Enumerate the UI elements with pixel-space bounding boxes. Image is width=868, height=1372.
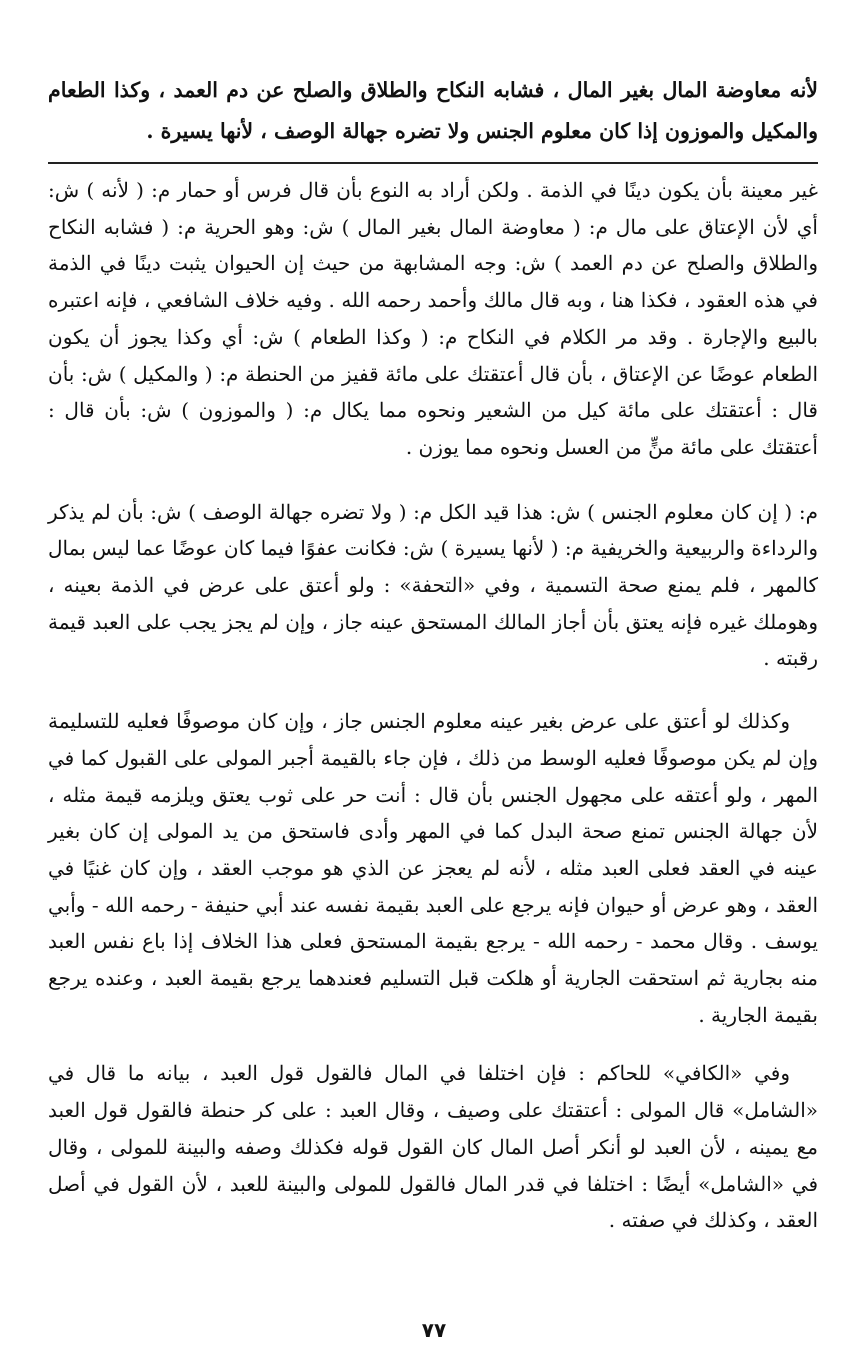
commentary-paragraph: وفي «الكافي» للحاكم : فإن اختلفا في المال فالقول قول العبد ، بيانه ما قال في «الشامل» قال المولى : أعتقتك على وصيف ، وقال العبد : على كر حنطة فالقول قول العبد مع يمينه ، لأن العبد لو أنكر أصل المال كان القول قوله فكذلك وصفه والبينة للمولى ، وقال في «الشامل» أيضًا : اختلفا في قدر المال فالقول للمولى والبينة للعبد ، لأن القول في أصل العقد ، وكذلك في صفته . — [48, 1061, 818, 1233]
commentary-paragraph: غير معينة بأن يكون دينًا في الذمة . ولكن أراد به النوع بأن قال فرس أو حمار م: ( لأنه ) ش: أي لأن الإعتاق على مال م: ( معاوضة المال بغير المال ) ش: وهو الحرية م: ( فشابه النكاح والطلاق والصلح عن دم العمد ) ش: وجه المشابهة من حيث إن الحيوان يثبت دينًا في الذمة في هذه العقود ، فكذا هنا ، وبه قال مالك وأحمد رحمه الله . وفيه خلاف الشافعي ، فإنه اعتبره بالبيع والإجارة . وقد مر الكلام في النكاح م: ( وكذا الطعام ) ش: أي وكذا يجوز أن يكون الطعام عوضًا عن الإعتاق ، بأن قال أعتقتك على مائة قفيز من الحنطة م: ( والمكيل ) ش: بأن قال : أعتقتك على مائة كيل من الشعير ونحوه مما يكال م: ( والموزون ) ش: بأن قال : أعتقتك على مائة منٍّ من العسل ونحوه مما يوزن . — [48, 178, 819, 459]
page-number: ٧٧ — [421, 1318, 447, 1342]
matn-text: لأنه معاوضة المال بغير المال ، فشابه النكاح والطلاق والصلح عن دم العمد ، وكذا الطعام والمكيل والموزون إذا كان معلوم الجنس ولا تضره جهالة الوصف ، لأنها يسيرة . — [48, 78, 818, 143]
page-body — [48, 70, 818, 1239]
commentary — [48, 172, 818, 1239]
commentary-paragraph: وكذلك لو أعتق على عرض بغير عينه معلوم الجنس جاز ، وإن كان موصوفًا فعليه للتسليمة وإن لم يكن موصوفًا فعليه الوسط من ذلك ، فإن جاء بالقيمة أجبر المولى على القبول كما في المهر ، ولو أعتقه على مجهول الجنس بأن قال : أنت حر على ثوب يعتق ويلزمه قيمة مثله ، لأن جهالة الجنس تمنع صحة البدل كما في المهر وأدى فاستحق من يد المولى إن كان بغير عينه في العقد فعلى العبد مثله ، لأنه لم يعجز عن الذي هو موجب العقد ، وإن كان غنيًا في العقد ، وهو عرض أو حيوان فإنه يرجع على العبد بقيمة نفسه عند أبي حنيفة - رحمه الله - وأبي يوسف . وقال محمد - رحمه الله - يرجع بقيمة المستحق فعلى هذا الخلاف إذا باع نفس العبد منه بجارية ثم استحقت الجارية أو هلكت قبل التسليم فعندهما يرجع بقيمة العبد ، وعنده يرجع بقيمة الجارية . — [48, 709, 818, 1027]
commentary-paragraph: م: ( إن كان معلوم الجنس ) ش: هذا قيد الكل م: ( ولا تضره جهالة الوصف ) ش: بأن لم يذكر والرداءة والربيعية والخريفية م: ( لأنها يسيرة ) ش: فكانت عفوًا فيما كان عوضًا عما ليس بمال كالمهر ، فلم يمنع صحة التسمية ، وفي «التحفة» : ولو أعتق على عرض في الذمة بعينه ، وهوملك غيره فإنه يعتق بأن أجاز المالك المستحق عينه جاز ، وإن لم يجز يجب على العبد قيمة رقبته . — [48, 499, 818, 671]
separator-rule — [48, 162, 818, 164]
